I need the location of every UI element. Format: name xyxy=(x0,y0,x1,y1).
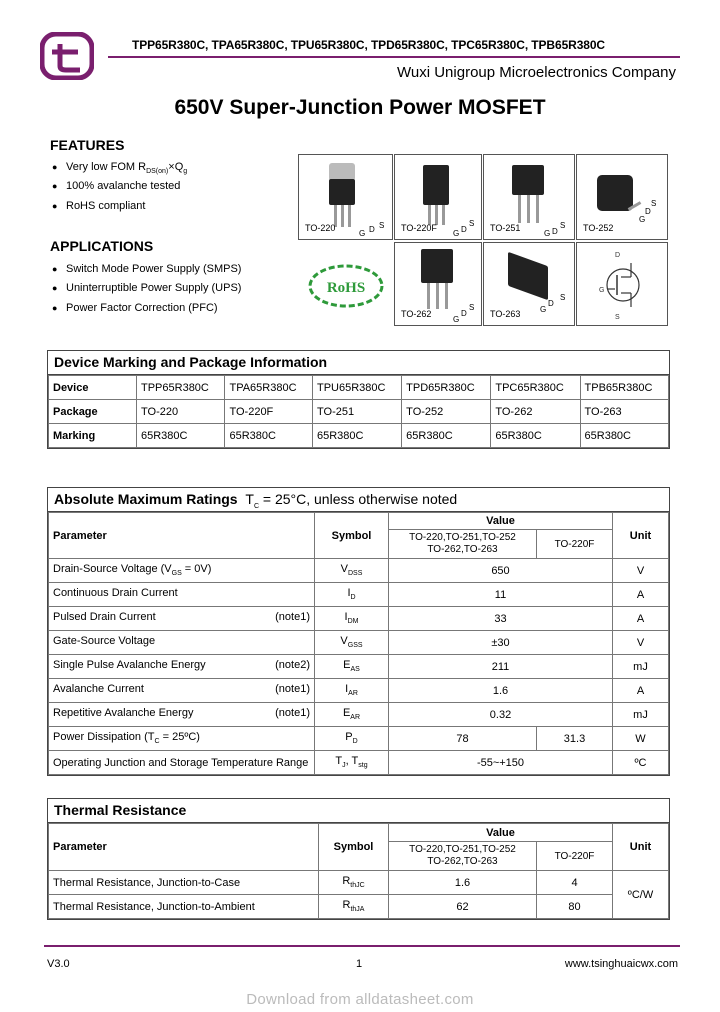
footer-rule xyxy=(44,945,680,947)
table-row: Gate-Source Voltage $V_{GSS}$ ±30 V xyxy=(49,631,669,655)
table-row: Single Pulse Avalanche Energy (note2) $E_{AS}$ 211 mJ xyxy=(49,655,669,679)
table-row: Thermal Resistance, Junction-to-Ambient $R_{thJA}$ 62 80 xyxy=(49,895,669,919)
svg-text:G: G xyxy=(599,287,605,294)
feature-item: ● Very low FOM $R_{DS(on)}\times Q_g$ xyxy=(52,161,187,175)
table-row: Marking 65R380C 65R380C 65R380C 65R380C 65R380C 65R380C xyxy=(49,424,669,448)
svg-text:D: D xyxy=(615,252,621,259)
application-item: ● Power Factor Correction (PFC) xyxy=(52,302,218,314)
table-row: Pulsed Drain Current (note1) $I_{DM}$ 33 A xyxy=(49,607,669,631)
table-row: Device TPP65R380C TPA65R380C TPU65R380C TPD65R380C TPC65R380C TPB65R380C xyxy=(49,376,669,400)
table-row: Repetitive Avalanche Energy (note1) $E_{AR}$ 0.32 mJ xyxy=(49,703,669,727)
abs-header-pkg-b: TO-220F xyxy=(537,530,613,559)
applications-heading: APPLICATIONS xyxy=(50,238,154,254)
features-heading: FEATURES xyxy=(50,137,125,153)
abs-header-parameter: Parameter xyxy=(49,513,315,559)
thermal-header-symbol: Symbol xyxy=(319,824,389,871)
marking-table xyxy=(47,350,670,449)
thermal-header-pkg-a: TO-220,TO-251,TO-252 TO-262,TO-263 xyxy=(389,842,537,871)
marking-table-title: Device Marking and Package Information xyxy=(48,351,669,375)
table-row: Drain-Source Voltage $(V_{GS} = 0V)$ $V_{DSS}$ 650 V xyxy=(49,559,669,583)
company-logo xyxy=(40,32,94,80)
rohs-label: RoHS xyxy=(326,280,366,296)
abs-header-value: Value xyxy=(389,513,613,530)
package-to263-image: TO-263 G D S xyxy=(483,242,575,326)
feature-item: ● 100% avalanche tested xyxy=(52,180,180,192)
company-name: Wuxi Unigroup Microelectronics Company xyxy=(397,64,676,81)
thermal-header-pkg-b: TO-220F xyxy=(537,842,613,871)
footer-version: V3.0 xyxy=(47,958,70,970)
application-item: ● Switch Mode Power Supply (SMPS) xyxy=(52,263,241,275)
abs-max-table xyxy=(47,487,670,776)
abs-header-symbol: Symbol xyxy=(315,513,389,559)
mosfet-symbol xyxy=(576,242,668,326)
thermal-unit: ºC/W xyxy=(613,871,669,919)
table-row: Power Dissipation ($T_C$ = 25ºC) $P_D$ 78 31.3 W xyxy=(49,727,669,751)
thermal-header-unit: Unit xyxy=(613,824,669,871)
abs-max-title: Absolute Maximum Ratings $T_C = 25^\circ C$, unless otherwise noted xyxy=(48,488,669,512)
svg-text:S: S xyxy=(615,314,620,321)
package-to252-image: TO-252 G D S xyxy=(576,154,668,240)
page-title: 650V Super-Junction Power MOSFET xyxy=(174,96,546,119)
footer-page-number: 1 xyxy=(356,958,363,970)
feature-item: ● RoHS compliant xyxy=(52,200,145,212)
table-row: Package TO-220 TO-220F TO-251 TO-252 TO-262 TO-263 xyxy=(49,400,669,424)
abs-header-unit: Unit xyxy=(613,513,669,559)
thermal-table xyxy=(47,798,670,920)
footer-website: www.tsinghuaicwx.com xyxy=(564,958,678,970)
package-to251-image: TO-251 G D S xyxy=(483,154,575,240)
thermal-title: Thermal Resistance xyxy=(48,799,669,823)
table-row: Avalanche Current (note1) $I_{AR}$ 1.6 A xyxy=(49,679,669,703)
rohs-badge xyxy=(306,263,386,309)
abs-header-pkg-a: TO-220,TO-251,TO-252 TO-262,TO-263 xyxy=(389,530,537,559)
header-rule xyxy=(108,56,680,58)
thermal-header-parameter: Parameter xyxy=(49,824,319,871)
package-to220-image: TO-220 G D S xyxy=(298,154,393,240)
part-numbers-header: TPP65R380C, TPA65R380C, TPU65R380C, TPD65R380C, TPC65R380C, TPB65R380C xyxy=(132,38,605,52)
package-to220f-image: TO-220F G D S xyxy=(394,154,482,240)
thermal-header-value: Value xyxy=(389,824,613,842)
package-to262-image: TO-262 G D S xyxy=(394,242,482,326)
watermark: Download from alldatasheet.com xyxy=(246,991,474,1008)
application-item: ● Uninterruptible Power Supply (UPS) xyxy=(52,282,241,294)
table-row: Continuous Drain Current $I_D$ 11 A xyxy=(49,583,669,607)
table-row: Operating Junction and Storage Temperature Range $T_J$, $T_{stg}$ -55~+150 ºC xyxy=(49,751,669,775)
table-row: Thermal Resistance, Junction-to-Case $R_{thJC}$ 1.6 4 ºC/W xyxy=(49,871,669,895)
